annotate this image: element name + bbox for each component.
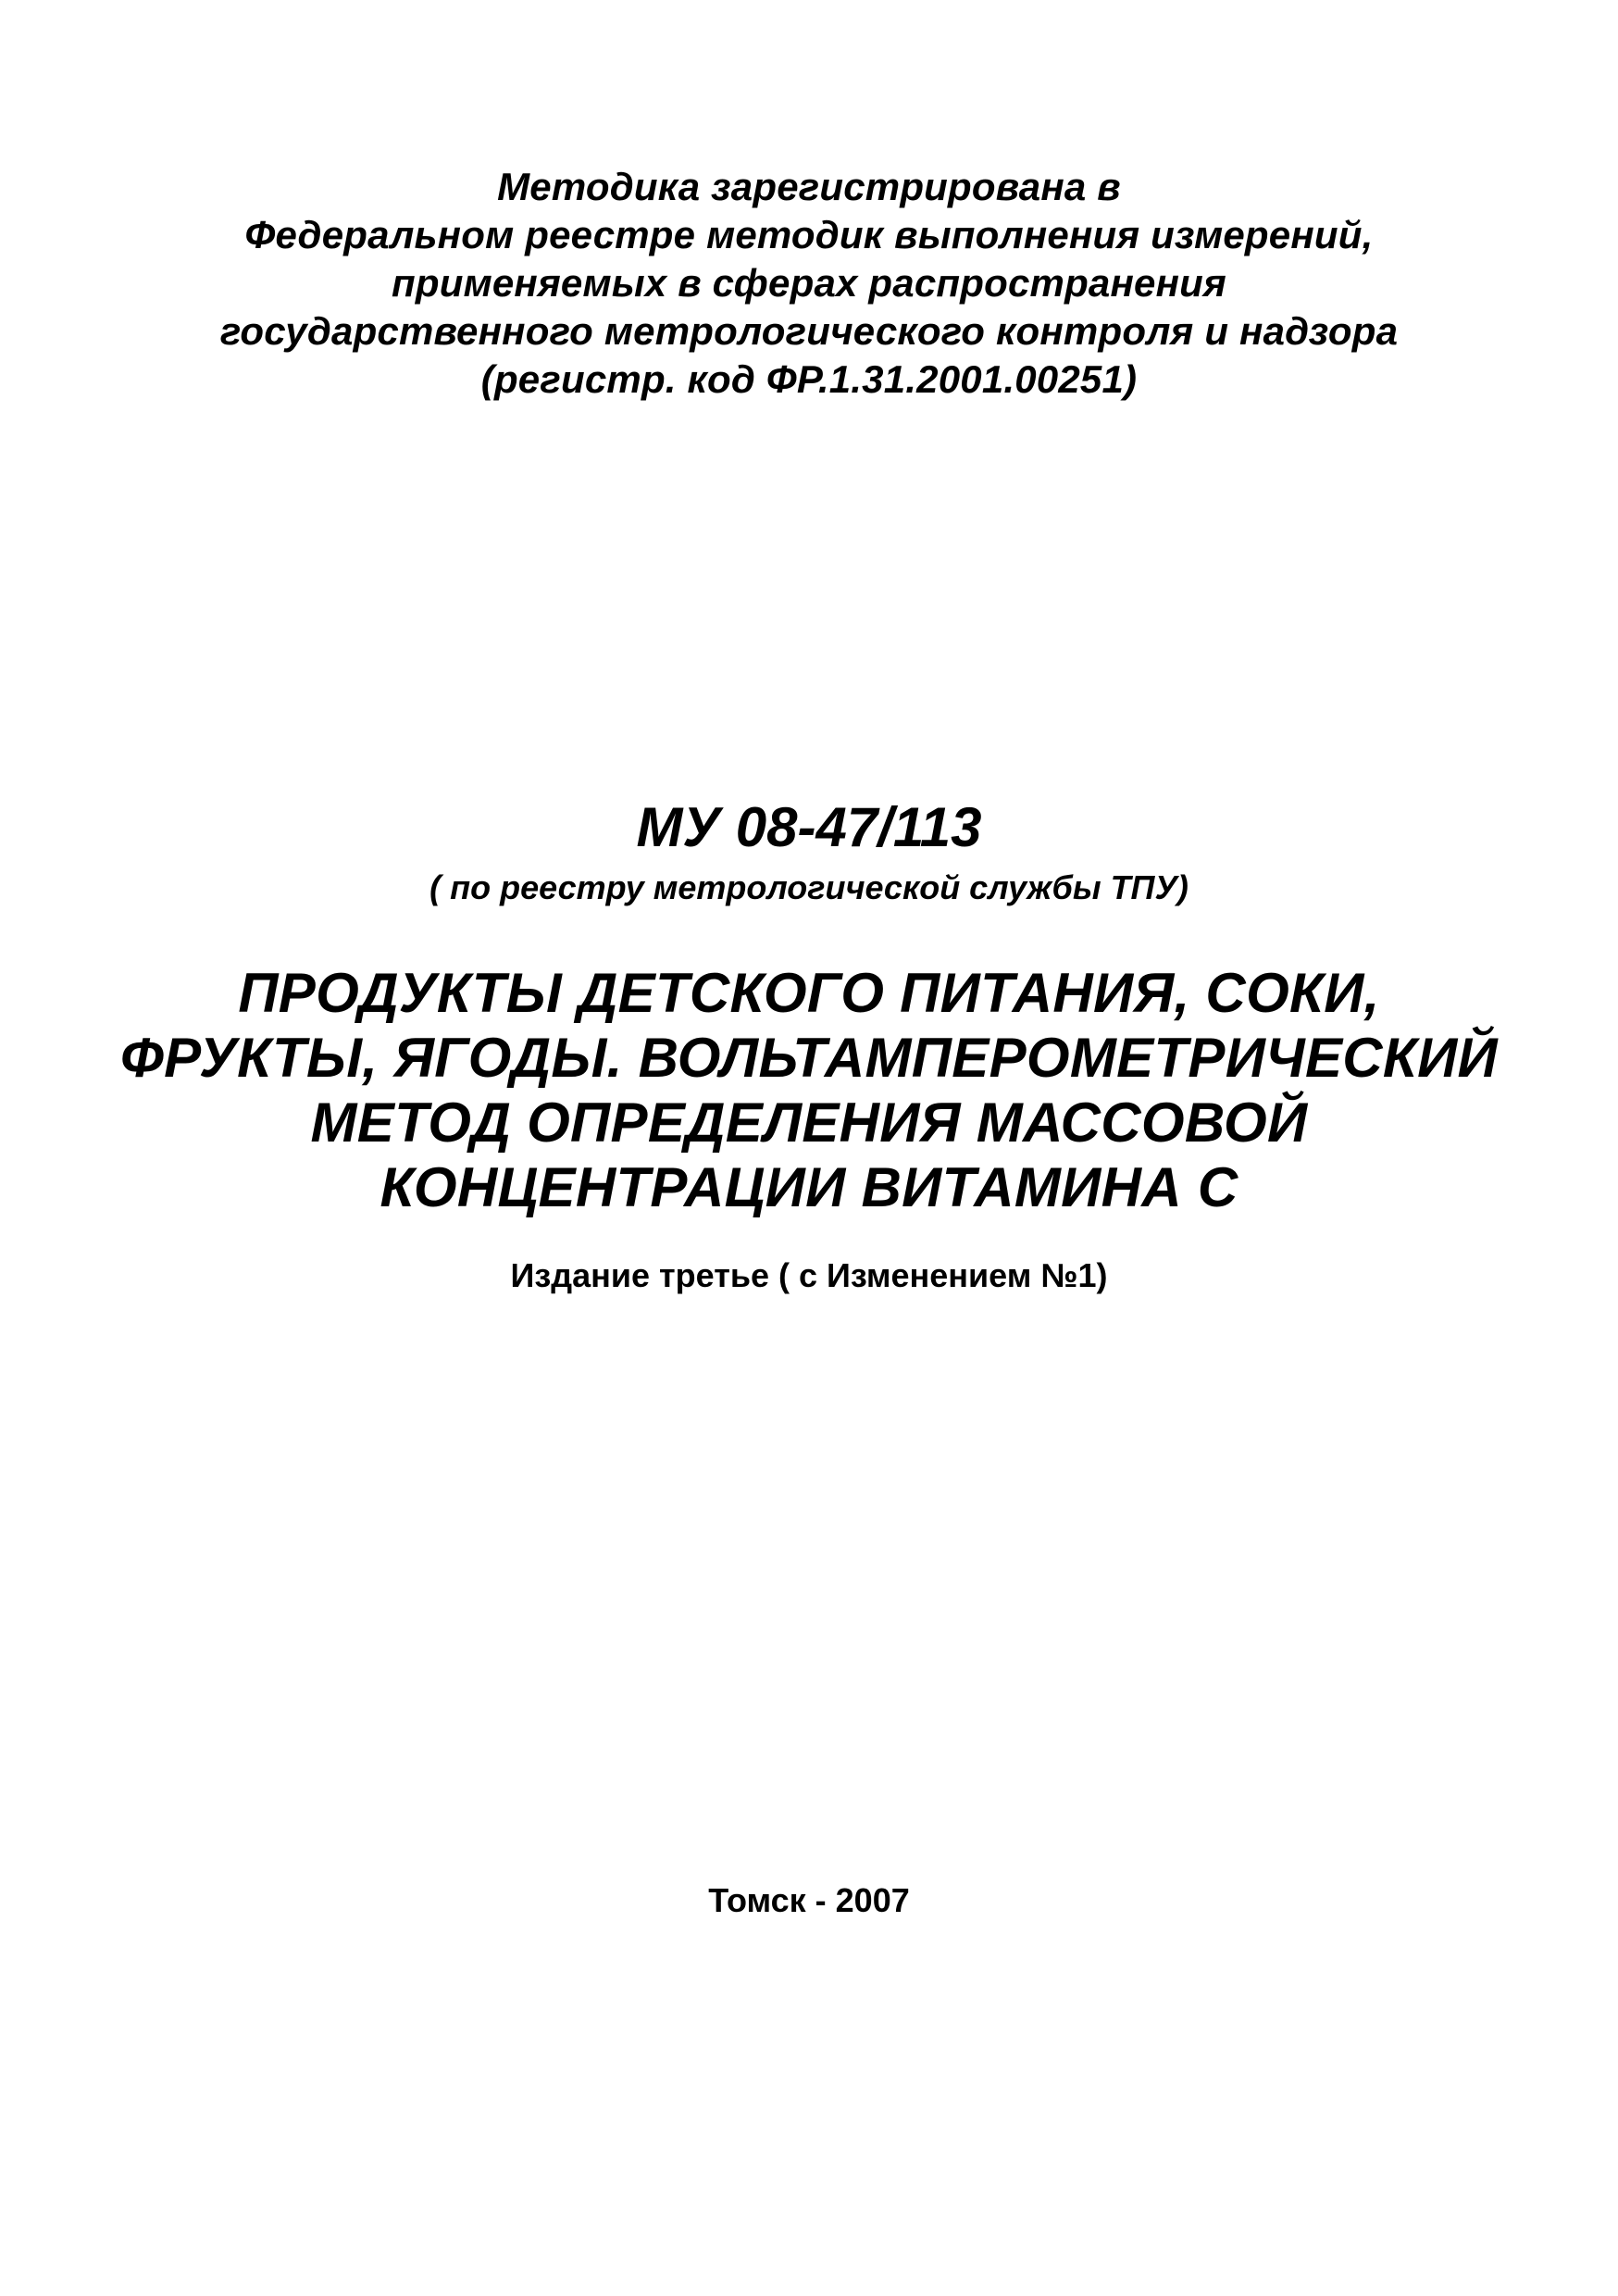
registration-line: государственного метрологического контроля и надзора bbox=[219, 309, 1399, 353]
edition-note: Издание третье ( с Изменением №1) bbox=[510, 1256, 1108, 1294]
registration-notice bbox=[0, 163, 1618, 404]
city-year: Томск - 2007 bbox=[708, 1881, 910, 1919]
registry-note: ( по реестру метрологической службы ТПУ) bbox=[429, 868, 1189, 906]
document-number: МУ 08-47/113 bbox=[636, 796, 982, 858]
registration-line: применяемых в сферах распространения bbox=[392, 261, 1226, 305]
title-line: МЕТОД ОПРЕДЕЛЕНИЯ МАССОВОЙ bbox=[310, 1092, 1308, 1154]
registration-line: Методика зарегистрирована в bbox=[497, 165, 1121, 208]
registration-line: Федеральном реестре методик выполнения измерений, bbox=[244, 213, 1374, 256]
registration-code-line: (регистр. код ФР.1.31.2001.00251) bbox=[480, 357, 1138, 401]
title-line: ФРУКТЫ, ЯГОДЫ. ВОЛЬТАМПЕРОМЕТРИЧЕСКИЙ bbox=[119, 1027, 1499, 1089]
title-line: КОНЦЕНТРАЦИИ ВИТАМИНА С bbox=[380, 1156, 1238, 1218]
title-line: ПРОДУКТЫ ДЕТСКОГО ПИТАНИЯ, СОКИ, bbox=[238, 962, 1380, 1024]
document-title bbox=[0, 961, 1618, 1220]
